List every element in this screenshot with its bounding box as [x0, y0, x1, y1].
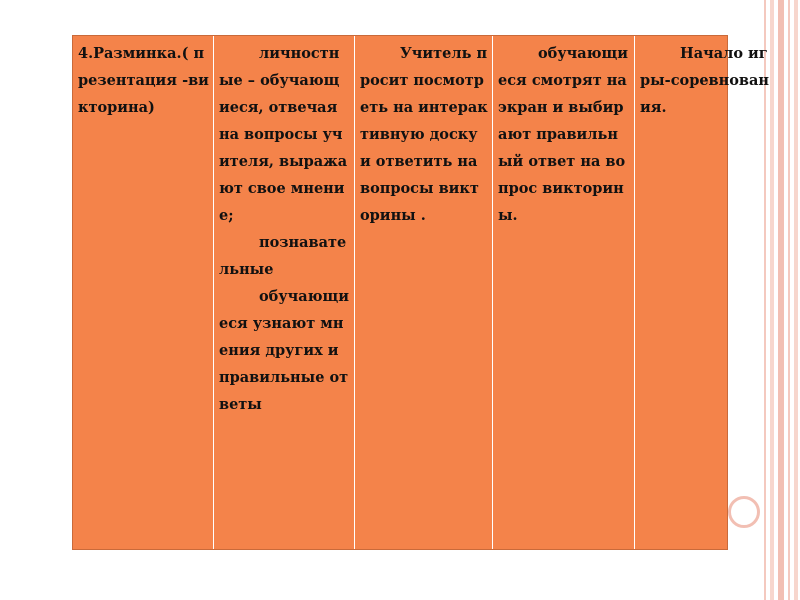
student-activity-text: обучающиеся смотрят на экран и выбирают правильный ответ на вопрос викторины.: [498, 45, 628, 224]
table-row: [73, 36, 774, 549]
uud-cognitive-text: познавательные: [219, 234, 347, 278]
uud-personal-text: личностные – обучающиеся, отвечая на вопросы учителя, выражают свое мнение;: [219, 45, 348, 224]
lesson-table-grid: [73, 36, 774, 549]
decorative-stripe: [794, 0, 798, 600]
lesson-table: [72, 35, 769, 550]
student-activity-cell: [493, 36, 635, 549]
decorative-stripe: [778, 0, 784, 600]
stage-cell: [73, 36, 214, 549]
notes-text: Начало игры-соревнования.: [640, 45, 769, 116]
teacher-activity-cell: [355, 36, 493, 549]
stage-text: 4.Разминка.( презентация -викторина): [78, 45, 209, 116]
decorative-stripe: [788, 0, 790, 600]
notes-cell: [635, 36, 775, 549]
uud-cell: [214, 36, 355, 549]
uud-result-text: обучающиеся узнают мнения других и правильные ответы: [219, 288, 349, 413]
teacher-activity-text: Учитель просит посмотреть на интерактивную доску и ответить на вопросы викторины .: [360, 45, 488, 224]
